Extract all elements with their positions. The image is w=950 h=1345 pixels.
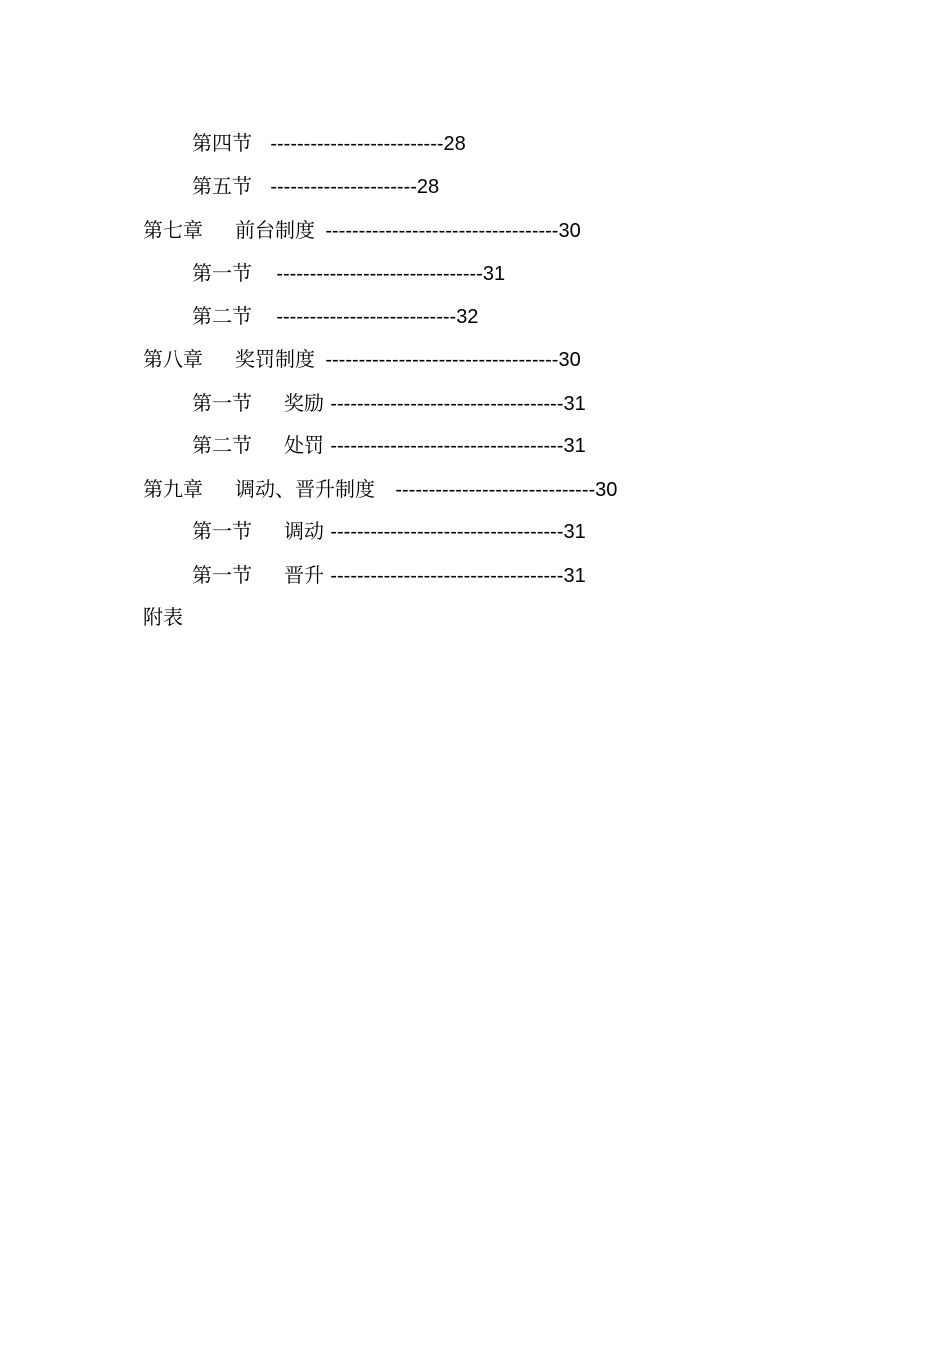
- toc-leader: --------------------------: [270, 133, 444, 155]
- toc-page-number: 31: [563, 435, 586, 457]
- toc-page-number: 31: [563, 393, 586, 415]
- toc-page-number: 30: [558, 220, 581, 242]
- toc-entry-section-reward[interactable]: [192, 389, 586, 417]
- toc-entry-label: 第二节: [192, 433, 252, 457]
- toc-leader: -----------------------------------: [330, 435, 564, 457]
- toc-entry-label: 第一节: [192, 563, 252, 587]
- toc-entry-chapter-8[interactable]: [143, 345, 581, 373]
- toc-entry-label: 第四节: [192, 131, 252, 155]
- toc-entry-title: 晋升: [284, 563, 324, 587]
- toc-entry-label: 第二节: [192, 304, 252, 328]
- toc-entry-appendix[interactable]: [143, 603, 183, 631]
- toc-page-number: 31: [482, 263, 506, 285]
- toc-entry-section-transfer[interactable]: [192, 517, 586, 545]
- toc-entry-label: 第一节: [192, 391, 252, 415]
- toc-entry-title: 前台制度: [235, 218, 315, 242]
- toc-leader: -----------------------------------: [330, 393, 564, 415]
- toc-entry-title: 奖励: [284, 391, 324, 415]
- toc-entry-label: 第七章: [143, 218, 203, 242]
- toc-page-number: 31: [563, 565, 586, 587]
- toc-leader: ----------------------: [270, 176, 417, 198]
- toc-entry-section-2[interactable]: [192, 302, 478, 330]
- toc-page-number: 31: [563, 521, 586, 543]
- toc-entry-section-promotion[interactable]: [192, 561, 586, 589]
- toc-entry-label: 第一节: [192, 519, 252, 543]
- toc-entry-label: 第五节: [192, 174, 252, 198]
- toc-leader: ------------------------------: [395, 479, 596, 501]
- toc-entry-title: 奖罚制度: [235, 347, 315, 371]
- toc-entry-label: 第一节: [192, 261, 252, 285]
- toc-leader: -----------------------------------: [330, 565, 564, 587]
- toc-entry-label: 第八章: [143, 347, 203, 371]
- toc-entry-section-5[interactable]: [192, 172, 439, 200]
- toc-page-number: 28: [416, 176, 440, 198]
- toc-page-number: 30: [595, 479, 618, 501]
- toc-entry-chapter-7[interactable]: [143, 216, 581, 244]
- toc-leader: -----------------------------------: [325, 220, 559, 242]
- toc-entry-label: 第九章: [143, 477, 203, 501]
- toc-entry-title: 处罚: [284, 433, 324, 457]
- toc-leader: -------------------------------: [276, 263, 483, 285]
- toc-entry-section-4[interactable]: [192, 129, 466, 157]
- toc-leader: -----------------------------------: [330, 521, 564, 543]
- toc-entry-section-1[interactable]: [192, 259, 505, 287]
- toc-page-number: 30: [558, 349, 581, 371]
- toc-entry-title: 调动: [284, 519, 324, 543]
- toc-page-number: 32: [456, 306, 479, 328]
- toc-entry-title: 调动、晋升制度: [235, 477, 375, 501]
- toc-leader: ---------------------------: [276, 306, 457, 328]
- toc-appendix-label: 附表: [143, 605, 183, 629]
- toc-entry-chapter-9[interactable]: [143, 475, 617, 503]
- toc-leader: -----------------------------------: [325, 349, 559, 371]
- toc-entry-section-penalty[interactable]: [192, 431, 586, 459]
- toc-page-number: 28: [443, 133, 466, 155]
